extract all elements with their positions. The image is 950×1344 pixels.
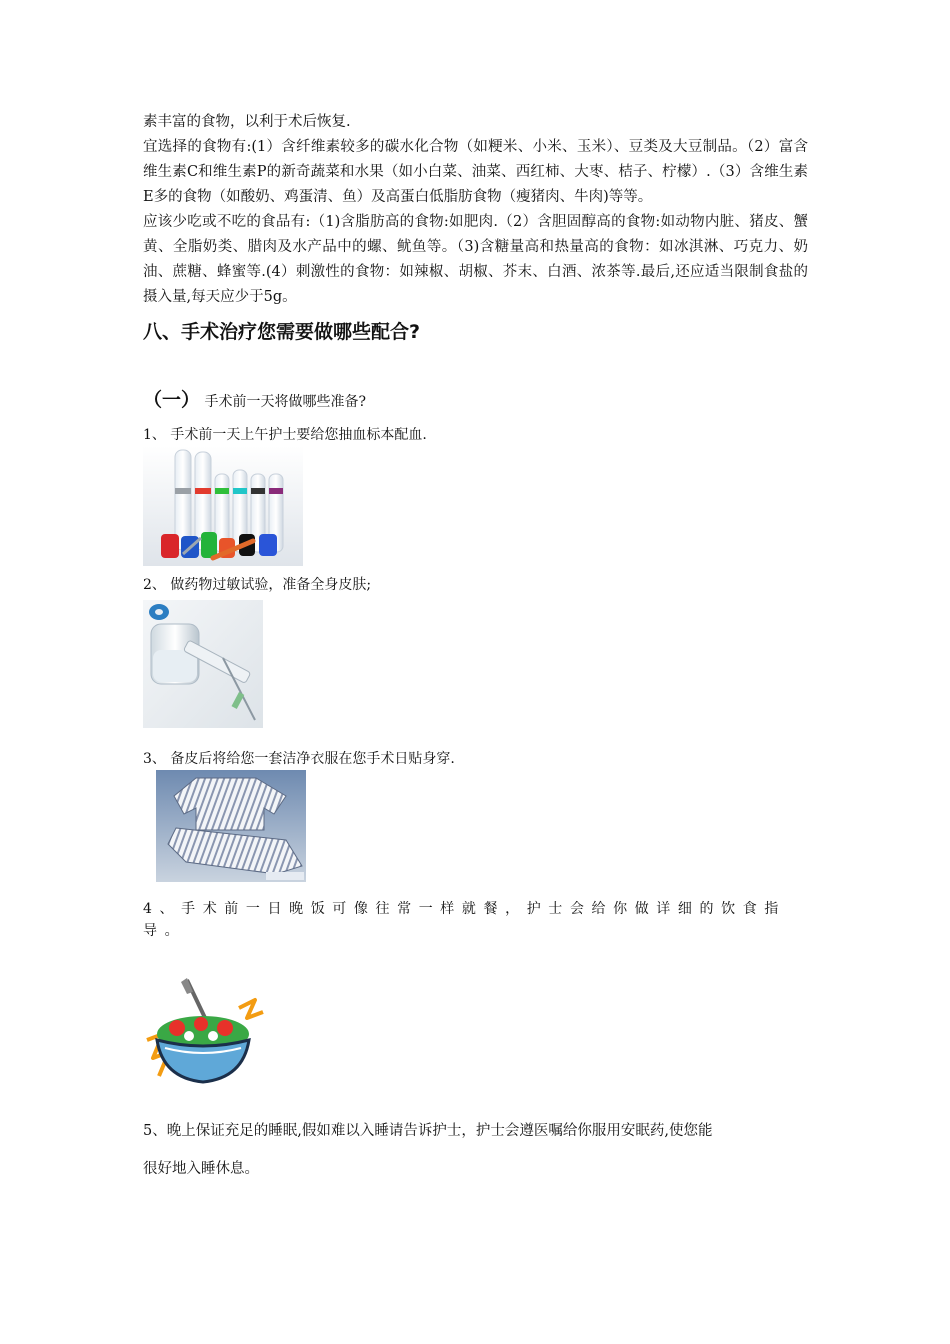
clothes-image [156, 770, 306, 882]
subsection-heading [143, 385, 366, 412]
list-item-1: 1、 手术前一天上午护士要给您抽血标本配血. [143, 427, 427, 443]
document-body [143, 110, 808, 346]
paragraph-recommended-foods: 宜选择的食物有:(1）含纤维素较多的碳水化合物（如粳米、小米、玉米）、豆类及大豆制品。（2）富含维生素C和维生素P的新奇蔬菜和水果（如小白菜、油菜、西红柿、大枣、桔子、柠檬）.（3）含维生素E多的食物（如酸奶、鸡蛋清、鱼）及高蛋白低脂肪食物（瘦猪肉、牛肉)等等。 [143, 139, 808, 205]
blood-tubes-image [143, 446, 303, 566]
paragraph-intro: 素丰富的食物，以利于术后恢复. [143, 114, 351, 130]
list-item-4: 4、手术前一日晚饭可像往常一样就餐，护士会给你做详细的饮食指导。 [143, 901, 786, 939]
list-item-2: 2、 做药物过敏试验，准备全身皮肤; [143, 577, 372, 593]
salad-bowl-image [143, 978, 267, 1086]
list-item-5-continued: 很好地入睡休息。 [143, 1161, 259, 1177]
paragraph-avoid-foods: 应该少吃或不吃的食品有:（1)含脂肪高的食物:如肥肉.（2）含胆固醇高的食物:如动物内脏、猪皮、蟹黄、全脂奶类、腊肉及水产品中的螺、鱿鱼等。（3)含糖量高和热量高的食物：如冰淇淋、巧克力、奶油、蔗糖、蜂蜜等.(4）刺激性的食物：如辣椒、胡椒、芥末、白酒、浓茶等.最后,还应适当限制食盐的摄入量,每天应少于5g。 [143, 214, 808, 305]
section-heading: 八、手术治疗您需要做哪些配合? [143, 321, 421, 343]
subsection-title: 手术前一天将做哪些准备? [204, 394, 366, 410]
vial-syringe-image [143, 600, 263, 728]
subsection-number: （一） [143, 389, 201, 411]
list-item-3: 3、 备皮后将给您一套洁净衣服在您手术日贴身穿. [143, 751, 455, 767]
list-item-5: 5、晚上保证充足的睡眠,假如难以入睡请告诉护士，护士会遵医嘱给你服用安眠药,使您能 [143, 1123, 713, 1139]
